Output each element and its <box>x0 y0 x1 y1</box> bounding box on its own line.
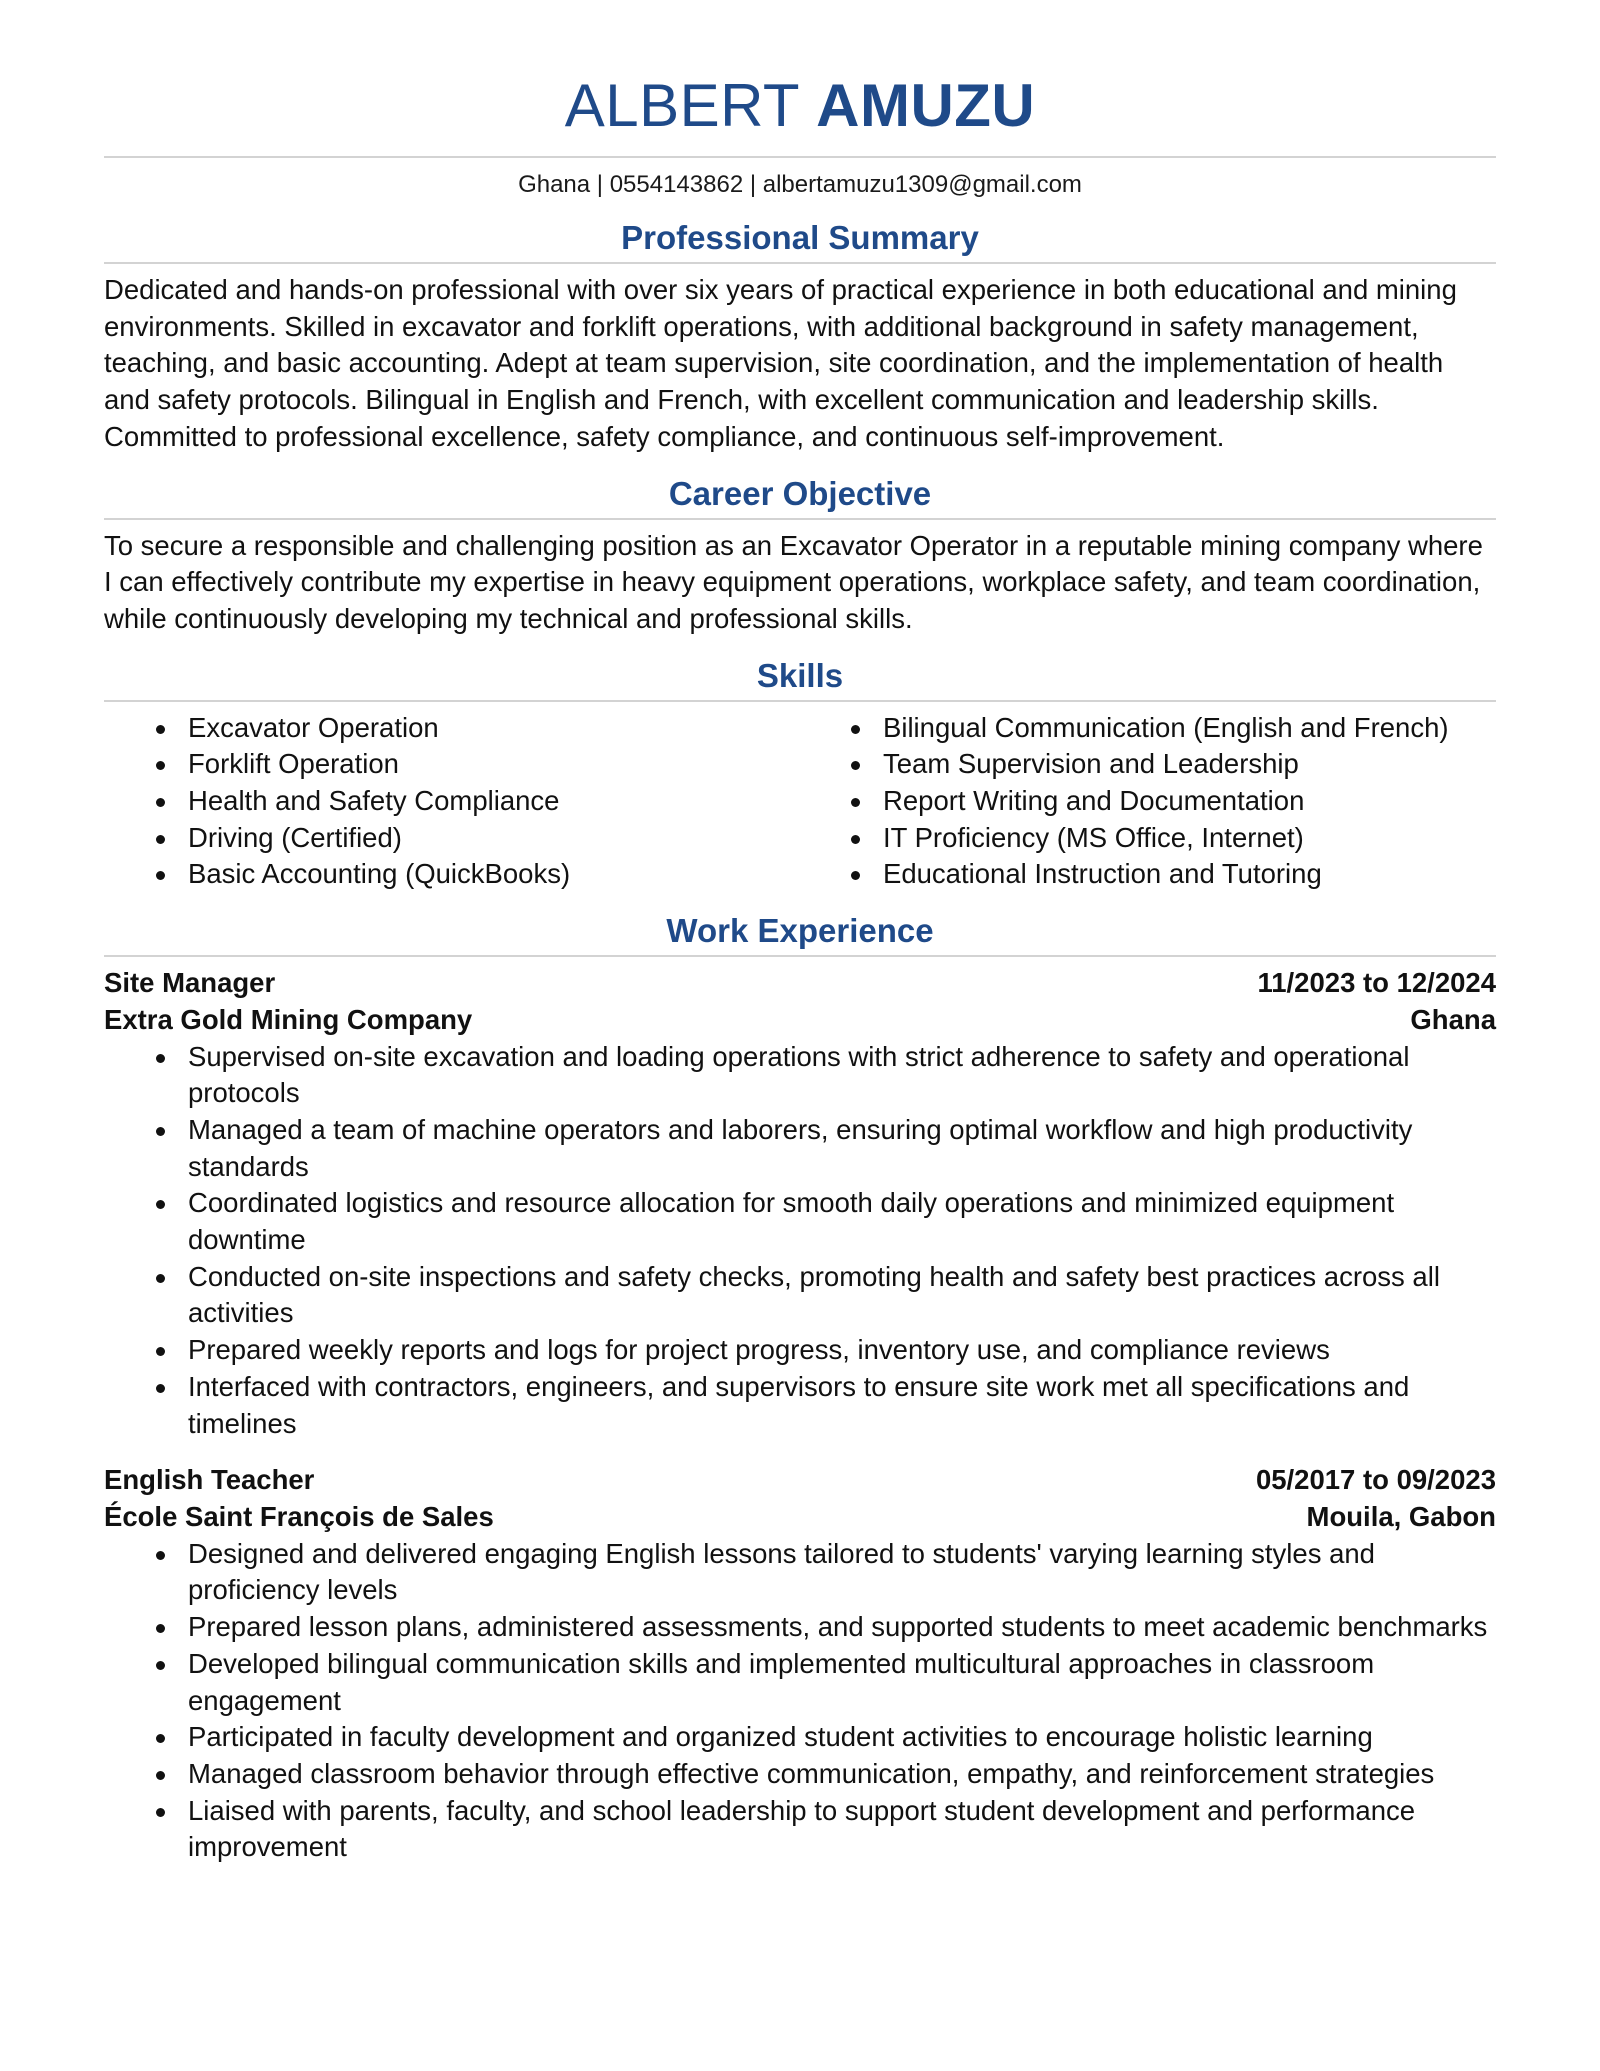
first-name: ALBERT <box>564 72 799 139</box>
skills-list-right <box>799 710 1449 894</box>
duty-item: Coordinated logistics and resource allocation for smooth daily operations and minimized equipment downtime <box>104 1185 1496 1258</box>
work-experience-section <box>104 911 1496 1866</box>
job-duties <box>104 1536 1496 1866</box>
section-title-skills: Skills <box>756 656 844 694</box>
job-header-row <box>104 965 1496 1002</box>
job-role: Site Manager <box>104 967 276 999</box>
section-divider <box>104 262 1496 264</box>
section-title-objective: Career Objective <box>668 474 932 512</box>
professional-summary-section <box>104 218 1496 456</box>
job-company-row <box>104 1002 1496 1039</box>
duty-item: Prepared lesson plans, administered assessments, and supported students to meet academic benchmarks <box>104 1609 1496 1646</box>
job-entry <box>104 965 1496 1442</box>
job-header-row <box>104 1462 1496 1499</box>
job-dates: 05/2017 to 09/2023 <box>1255 1464 1496 1496</box>
skill-item: Bilingual Communication (English and French) <box>799 710 1449 747</box>
skill-item: Basic Accounting (QuickBooks) <box>104 856 799 893</box>
duty-item: Conducted on-site inspections and safety checks, promoting health and safety best practices across all activities <box>104 1259 1496 1332</box>
duty-item: Interfaced with contractors, engineers, and supervisors to ensure site work met all specifications and timelines <box>104 1369 1496 1442</box>
candidate-name <box>104 70 1496 142</box>
skill-item: Report Writing and Documentation <box>799 783 1449 820</box>
skills-list-left <box>104 710 799 894</box>
job-entry <box>104 1462 1496 1866</box>
duty-item: Participated in faculty development and organized student activities to encourage holistic learning <box>104 1719 1496 1756</box>
section-divider <box>104 955 1496 957</box>
skill-item: Educational Instruction and Tutoring <box>799 856 1449 893</box>
job-role: English Teacher <box>104 1464 315 1496</box>
job-location: Ghana <box>1410 1003 1496 1035</box>
skill-item: Excavator Operation <box>104 710 799 747</box>
duty-item: Supervised on-site excavation and loading operations with strict adherence to safety and operational protocols <box>104 1039 1496 1112</box>
skills-section <box>104 656 1496 894</box>
duty-item: Prepared weekly reports and logs for project progress, inventory use, and compliance reviews <box>104 1332 1496 1369</box>
summary-text: Dedicated and hands-on professional with over six years of practical experience in both educational and mining environments. Skilled in excavator and forklift operations, with additional background in safety management, teaching, and basic accounting. Adept at team supervision, site coordination, and the implementation of health and safety protocols. Bilingual in English and French, with excellent communication and leadership skills. Committed to professional excellence, safety compliance, and continuous self-improvement. <box>104 274 1457 452</box>
skill-item: Team Supervision and Leadership <box>799 746 1449 783</box>
job-dates: 11/2023 to 12/2024 <box>1257 967 1496 999</box>
duty-item: Managed classroom behavior through effective communication, empathy, and reinforcement strategies <box>104 1756 1496 1793</box>
skill-item: Health and Safety Compliance <box>104 783 799 820</box>
duty-item: Managed a team of machine operators and laborers, ensuring optimal workflow and high productivity standards <box>104 1112 1496 1185</box>
section-title-experience: Work Experience <box>666 912 934 950</box>
section-divider <box>104 700 1496 702</box>
job-location: Mouila, Gabon <box>1306 1500 1496 1532</box>
skill-item: IT Proficiency (MS Office, Internet) <box>799 820 1449 857</box>
job-company: Extra Gold Mining Company <box>104 1003 473 1035</box>
job-company-row <box>104 1499 1496 1536</box>
name-divider <box>104 156 1496 158</box>
skills-columns <box>104 710 1496 894</box>
objective-text: To secure a responsible and challenging position as an Excavator Operator in a reputable mining company where I can effectively contribute my expertise in heavy equipment operations, workplace safety, and team coordination, while continuously developing my technical and professional skills. <box>104 529 1483 634</box>
job-duties <box>104 1039 1496 1443</box>
duty-item: Liaised with parents, faculty, and school leadership to support student development and performance improvement <box>104 1793 1496 1866</box>
section-title-summary: Professional Summary <box>621 219 979 256</box>
duty-item: Designed and delivered engaging English lessons tailored to students' varying learning styles and proficiency levels <box>104 1536 1496 1609</box>
section-divider <box>104 518 1496 520</box>
duty-item: Developed bilingual communication skills and implemented multicultural approaches in classroom engagement <box>104 1646 1496 1719</box>
job-company: École Saint François de Sales <box>104 1500 494 1532</box>
career-objective-section <box>104 474 1496 638</box>
contact-line: Ghana | 0554143862 | albertamuzu1309@gmail.com <box>518 171 1082 198</box>
last-name: AMUZU <box>816 72 1036 139</box>
skill-item: Forklift Operation <box>104 746 799 783</box>
skill-item: Driving (Certified) <box>104 820 799 857</box>
